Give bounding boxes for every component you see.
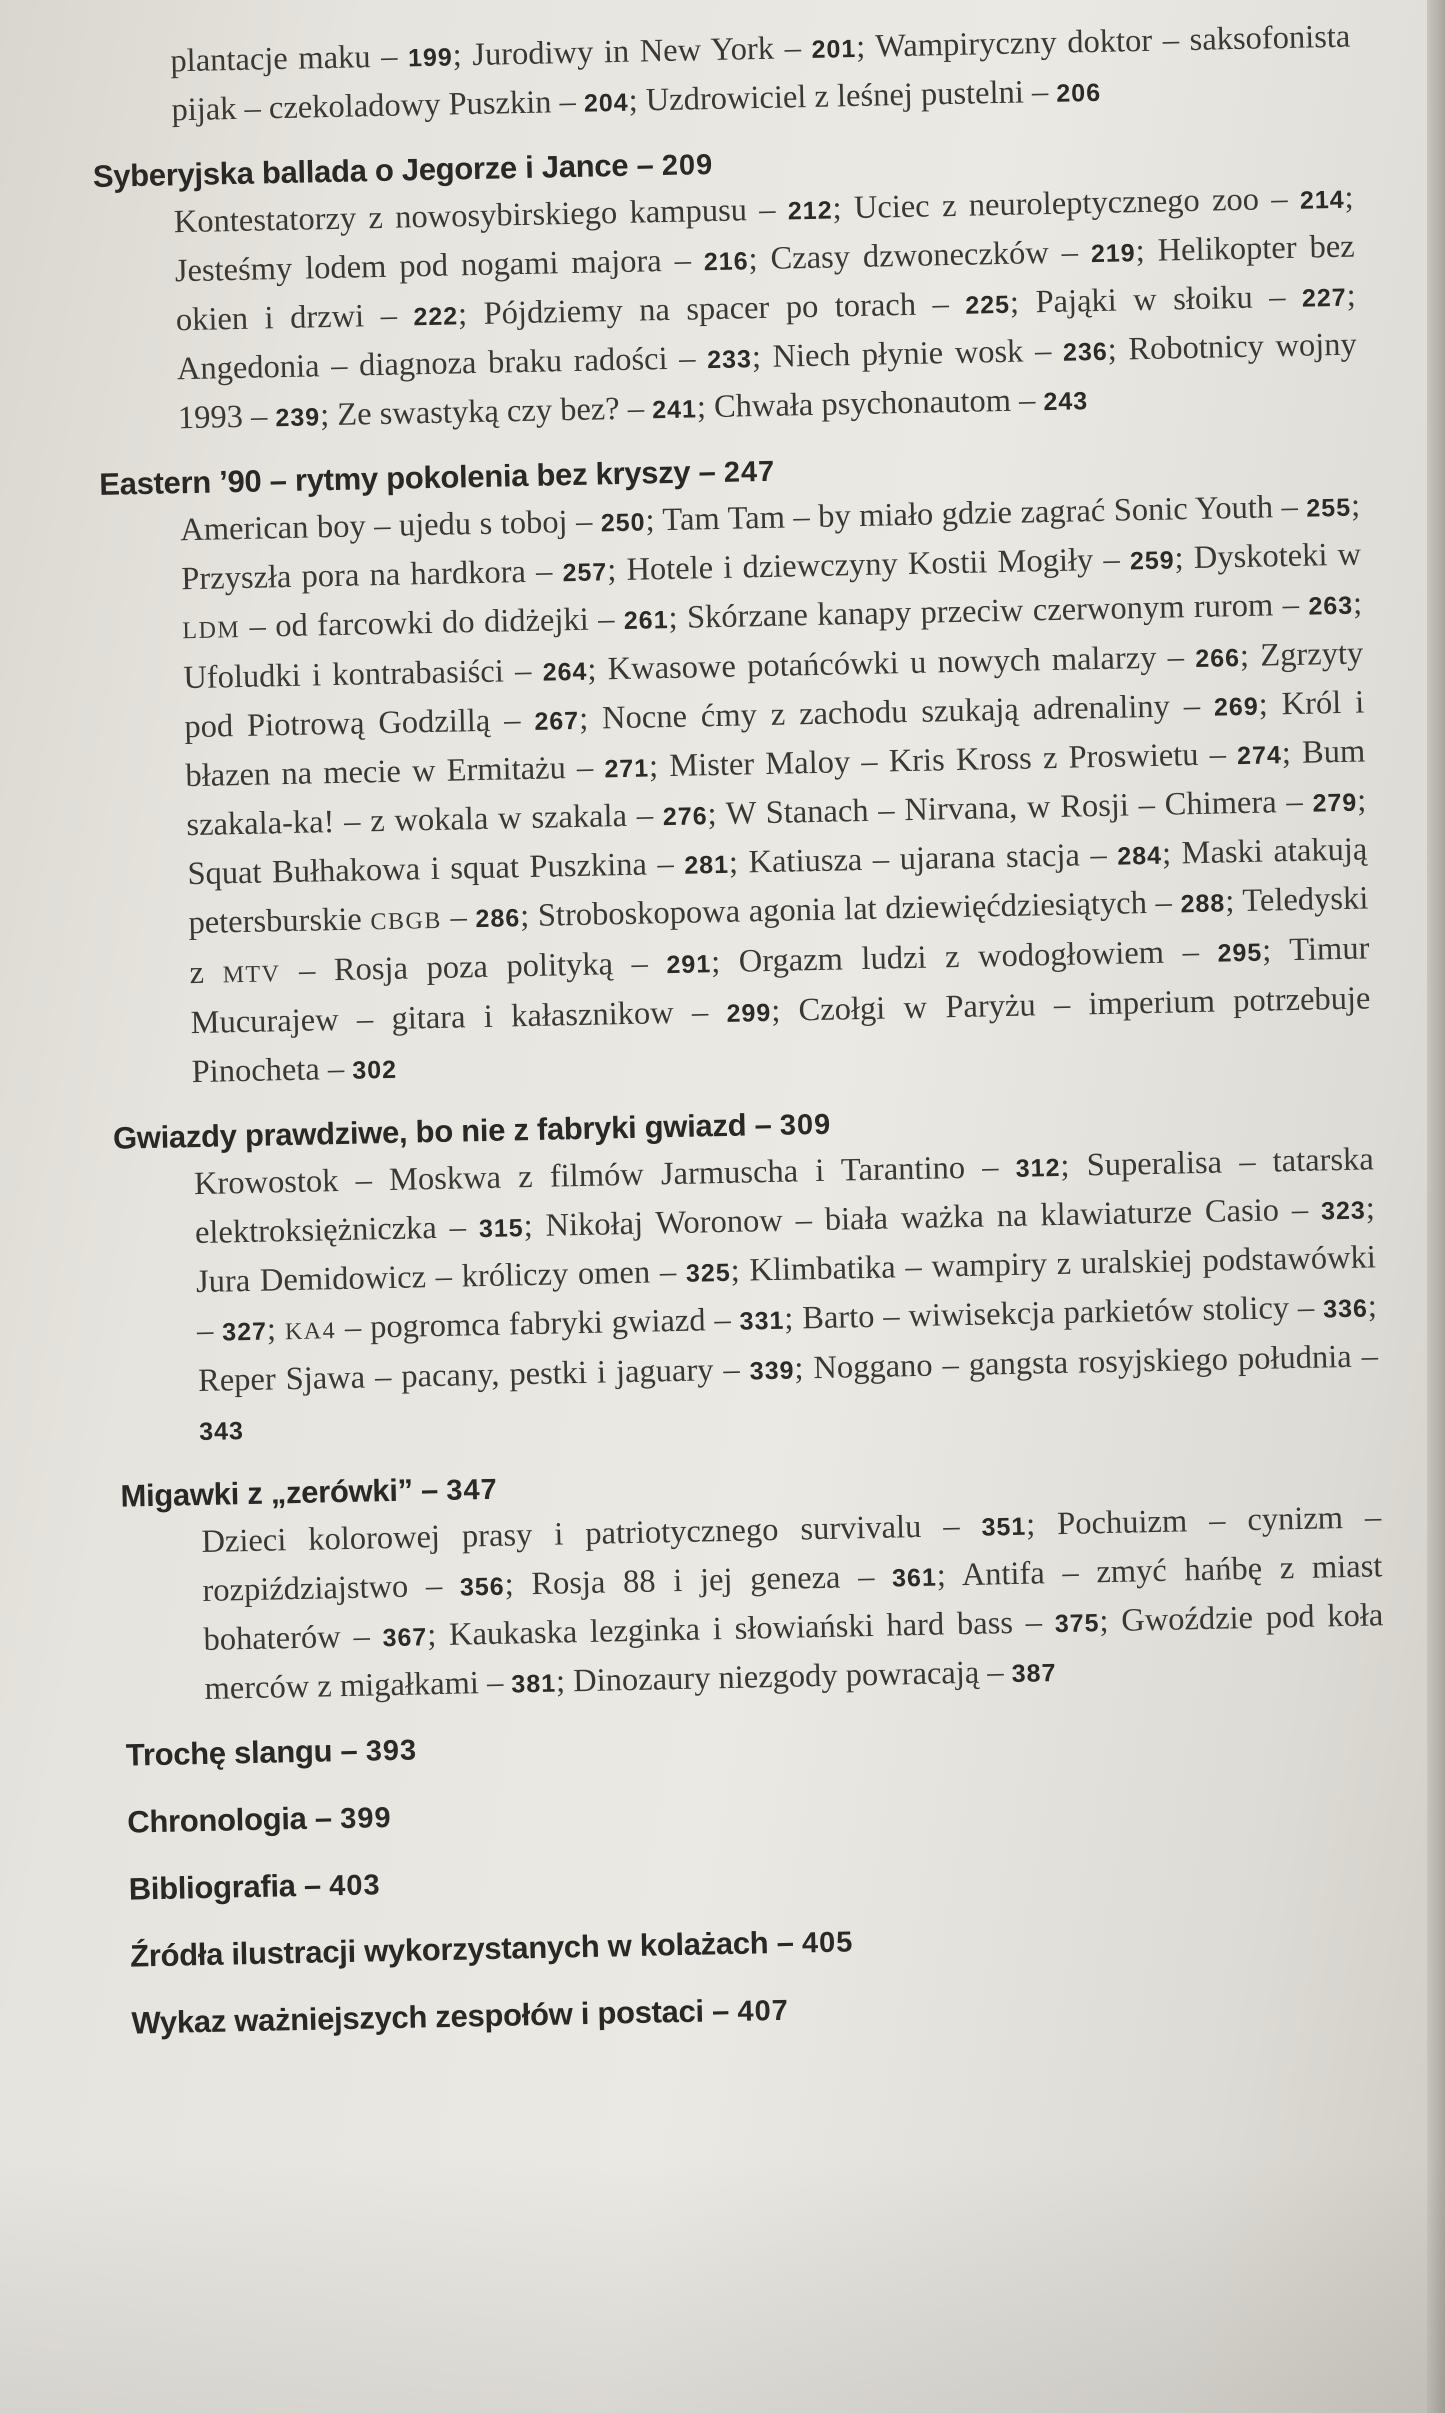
toc-entry: Dinozaury niezgody powracają – 387 — [572, 1654, 1057, 1700]
toc-section-title: Syberyjska ballada o Jegorze i Jance — [92, 147, 629, 194]
toc-entry-page: 206 — [1056, 78, 1102, 108]
toc-entry: plantacje maku – 199 — [170, 38, 454, 80]
toc-entry: Dyskoteki w LDM – od farcowki do didżejki – 261 — [182, 536, 1362, 645]
toc-section-title: Chronologia — [126, 1800, 307, 1840]
toc-entry-page: 233 — [706, 345, 753, 375]
toc-entry-title: Dinozaury niezgody powracają — [572, 1654, 980, 1700]
toc-entry-title: Chwała psychonautom — [713, 382, 1012, 426]
toc-entries: Kontestatorzy z nowosybirskiego kampusu – 212; Uciec z neuroleptycznego zoo – 214; Jesteśmy lodem pod nogami majora – 216; Czasy dzwoneczków – 219; Helikopter bez okien i drzwi – 222; Pójdziemy na spacer po torach – 225; Pająki w słoiku – 227; Angedonia – diagnoza braku radości – 233; Niech płynie wosk – 236; Robotnicy wojny 1993 – 239; Ze swastyką czy bez? – 241; Chwała psychonautom – 243 — [173, 179, 1358, 437]
toc-entry-page: 214 — [1299, 185, 1345, 215]
toc-entry: Timur Mucurajew – gitara i kałasznikow – 299 — [190, 930, 1370, 1042]
toc-entry: Teledyski z MTV – Rosja poza polityką – 291 — [189, 880, 1369, 992]
toc-entry: Dzieci kolorowej prasy i patriotycznego survivalu – 351 — [201, 1507, 1027, 1560]
toc-section-heading: Eastern ’90 – rytmy pokolenia bez kryszy – 247 — [98, 453, 776, 502]
toc-section — [127, 1773, 1388, 1846]
toc-entry-title: Pójdziemy na spacer po torach — [483, 286, 917, 332]
toc-entry-page: 312 — [1015, 1153, 1061, 1183]
toc-entry-page: 387 — [1011, 1659, 1057, 1689]
toc-section-heading: Migawki z „zerówki” – 347 — [120, 1471, 499, 1514]
toc-entry: Squat Bułhakowa i squat Puszkina – 281 — [187, 845, 730, 893]
toc-entry: Uciec z neuroleptycznego zoo – 214 — [853, 180, 1345, 227]
toc-entry-title: Hotele i dziewczyny Kostii Mogiły — [626, 542, 1094, 588]
toc-entry: Pająki w słoiku – 227 — [1035, 278, 1347, 321]
toc-entry-title: Nikołaj Woronow – biała ważka na klawiaturze Casio — [545, 1192, 1280, 1244]
toc-entry-page: 288 — [1180, 889, 1226, 919]
toc-entry: Hotele i dziewczyny Kostii Mogiły – 259 — [626, 541, 1175, 588]
toc-entry: Uzdrowiciel z leśnej pustelni – 206 — [645, 73, 1102, 119]
toc-entry-page: 351 — [981, 1512, 1027, 1542]
toc-entry: Stroboskopowa agonia lat dziewięćdziesiątych – 288 — [537, 884, 1226, 934]
toc-section-page: 309 — [779, 1108, 832, 1142]
toc-entry-title: Stroboskopowa agonia lat dziewięćdziesiątych — [537, 885, 1148, 934]
toc-entry: Kaukaska lezginka i słowiański hard bass – 375 — [448, 1604, 1100, 1653]
toc-entry-page: 271 — [604, 754, 650, 784]
toc-entry-title: Niech płynie wosk — [772, 333, 1024, 375]
toc-entry-page: 255 — [1306, 493, 1352, 523]
toc-entry-page: 315 — [478, 1214, 524, 1244]
toc-entry-title: W Stanach – Nirvana, w Rosji – Chimera — [725, 784, 1277, 832]
toc-entry-title: American boy – ujedu s toboj — [179, 504, 568, 549]
toc-entry-page: 236 — [1062, 337, 1109, 367]
toc-entry-page: 343 — [198, 1417, 245, 1447]
toc-entry: American boy – ujedu s toboj – 250 — [179, 503, 646, 549]
toc-entry: Przyszła pora na hardkora – 257 — [180, 553, 608, 598]
toc-section-title: Trochę slangu — [125, 1733, 333, 1773]
toc-section-heading: Gwiazdy prawdziwe, bo nie z fabryki gwiazd – 309 — [112, 1106, 832, 1156]
toc-section — [131, 1974, 1392, 2047]
toc-entry-page: 274 — [1236, 741, 1283, 771]
toc-entry-title: KA4 – pogromca fabryki gwiazd — [284, 1302, 706, 1347]
toc-entry: Noggano – gangsta rosyjskiego południa – 343 — [198, 1338, 1379, 1447]
toc-entry-title: Maski atakują petersburskie CBGB — [188, 831, 1368, 942]
toc-entry-page: 239 — [275, 403, 321, 433]
toc-entry: Robotnicy wojny 1993 – 239 — [177, 326, 1358, 437]
toc-section-title: Gwiazdy prawdziwe, bo nie z fabryki gwiazd — [112, 1107, 747, 1156]
toc-entry-page: 263 — [1308, 591, 1354, 621]
toc-entry-page: 243 — [1043, 387, 1089, 417]
toc-entry: Helikopter bez okien i drzwi – 222 — [175, 228, 1355, 339]
toc-entry-page: 259 — [1129, 546, 1175, 576]
toc-entry-page: 336 — [1322, 1294, 1369, 1324]
toc-entry: Jesteśmy lodem pod nogami majora – 216 — [174, 242, 749, 290]
toc-entry-title: Helikopter bez okien i drzwi — [175, 228, 1355, 339]
toc-entry-title: Squat Bułhakowa i squat Puszkina — [187, 846, 648, 893]
toc-entry: Orgazm ludzi z wodogłowiem – 295 — [738, 933, 1263, 980]
toc-entry-title: Jura Demidowicz – króliczy omen — [195, 1254, 651, 1301]
toc-entry: Barto – wiwisekcja parkietów stolicy – 336 — [801, 1289, 1369, 1337]
toc-entry: Jura Demidowicz – króliczy omen – 325 — [195, 1253, 731, 1301]
toc-entry-page: 227 — [1301, 283, 1347, 313]
toc-section — [130, 1907, 1391, 1980]
toc-entry-title: Rosja 88 i jej geneza — [530, 1559, 841, 1603]
toc-entry: Gwoździe pod koła merców z migałkami – 381 — [204, 1597, 1384, 1707]
toc-entry-page: 291 — [666, 950, 712, 980]
toc-entry-title: Angedonia – diagnoza braku radości — [176, 340, 668, 388]
toc-section-page: 403 — [328, 1869, 381, 1903]
toc-entries: American boy – ujedu s toboj – 250; Tam Tam – by miało gdzie zagrać Sonic Youth – 255; Przyszła pora na hardkora – 257; Hotele i dziewczyny Kostii Mogiły – 259; Dyskoteki w LDM – od farcowki do didżejki – 261; Skórzane kanapy przeciw czerwonym rurom – 263; Ufoludki i kontrabasiści – 264; Kwasowe potańcówki u nowych malarzy – 266; Zgrzyty pod Piotrową Godzillą – 267; Nocne ćmy z zachodu szukają adrenaliny – 269; Król i błazen na mecie w Ermitażu – 271; Mister Maloy – Kris Kross z Proswietu – 274; Bum szakala-ka! – z wokala w szakala – 276; W Stanach – Nirvana, w Rosji – Chimera – 279; Squat Bułhakowa i squat Puszkina – 281; Katiusza – ujarana stacja – 284; Maski atakują petersburskie CBGB – 286; Stroboskopowa agonia lat dziewięćdziesiątych – 288; Teledyski z MTV – Rosja poza polityką – 291; Orgazm ludzi z wodogłowiem – 295; Timur Mucurajew – gitara i kałasznikow – 299; Czołgi w Paryżu – imperium potrzebuje Pinocheta – 302 — [179, 487, 1371, 1091]
toc-entry-title: Katiusza – ujarana stacja — [748, 837, 1081, 881]
toc-section — [92, 128, 1358, 446]
toc-entry-title: Zgrzyty pod Piotrową Godzillą — [184, 635, 1364, 746]
toc-entry: Król i błazen na mecie w Ermitażu – 271 — [185, 684, 1365, 795]
toc-section — [99, 436, 1372, 1100]
toc-entry-page: 331 — [739, 1306, 785, 1336]
toc-entries: Krowostok – Moskwa z filmów Jarmuscha i Tarantino – 312; Superalisa – tatarska elektroksiężniczka – 315; Nikołaj Woronow – biała ważka na klawiaturze Casio – 323; Jura Demidowicz – króliczy omen – 325; Klimbatika – wampiry z uralskiej podstawówki – 327; KA4 – pogromca fabryki gwiazd – 331; Barto – wiwisekcja parkietów stolicy – 336; Reper Sjawa – pacany, pestki i jaguary – 339; Noggano – gangsta rosyjskiego południa – 343 — [193, 1141, 1379, 1447]
toc-entry: Ufoludki i kontrabasiści – 264 — [183, 652, 588, 697]
toc-entry-title: Dyskoteki w LDM – od farcowki do didżejki — [182, 536, 1362, 645]
toc-entry-title: Bum szakala-ka! – z wokala w szakala — [186, 733, 1366, 844]
toc-section-page: 347 — [446, 1473, 499, 1507]
toc-entry: Nocne ćmy z zachodu szukają adrenaliny – 269 — [601, 687, 1259, 737]
toc-entry-title: Skórzane kanapy przeciw czerwonym rurom — [686, 587, 1274, 636]
toc-entry-title: Gwoździe pod koła merców z migałkami — [204, 1597, 1384, 1707]
toc-entries: Dzieci kolorowej prasy i patriotycznego survivalu – 351; Pochuizm – cynizm – rozpiździajstwo – 356; Rosja 88 i jej geneza – 361; Antifa – zmyć hańbę z miast bohaterów – 367; Kaukaska lezginka i słowiański hard bass – 375; Gwoździe pod koła merców z migałkami – 381; Dinozaury niezgody powracają – 387 — [201, 1499, 1384, 1707]
toc-entry-title: plantacje maku — [170, 39, 371, 80]
toc-section-page: 247 — [723, 455, 776, 489]
toc-entry-title: Pająki w słoiku — [1035, 279, 1254, 321]
toc-section-heading: Wykaz ważniejszych zespołów i postaci – 407 — [131, 1992, 790, 2041]
toc-entry-page: 325 — [685, 1258, 731, 1288]
toc-section — [128, 1840, 1389, 1913]
toc-entry-title: Timur Mucurajew – gitara i kałasznikow — [190, 930, 1370, 1042]
toc-entry-title: Noggano – gangsta rosyjskiego południa — [813, 1338, 1352, 1387]
toc-section-page: 407 — [737, 1994, 790, 2028]
toc-entry-page: 302 — [352, 1055, 398, 1085]
toc-section-page: 209 — [661, 148, 714, 183]
toc-entry-title: Ze swastyką czy bez? — [336, 390, 621, 433]
toc-sections — [92, 128, 1391, 2048]
toc-entry: Czołgi w Paryżu – imperium potrzebuje Pinocheta – 302 — [191, 980, 1371, 1091]
toc-entry-title: Robotnicy wojny 1993 — [177, 326, 1358, 437]
toc-entry-page: 216 — [703, 247, 749, 277]
toc-entry-page: 381 — [511, 1669, 557, 1699]
toc-entry-title: Wampiryczny doktor – saksofonista pijak – czekoladowy Puszkin — [171, 18, 1351, 129]
toc-entry-title: Nocne ćmy z zachodu szukają adrenaliny — [601, 688, 1171, 737]
toc-section-heading: Źródła ilustracji wykorzystanych w kolażach – 405 — [129, 1924, 854, 1974]
toc-entry-title: Barto – wiwisekcja parkietów stolicy — [801, 1290, 1290, 1337]
toc-continuation — [90, 14, 1352, 138]
toc-entry-title: Dzieci kolorowej prasy i patriotycznego survivalu — [201, 1508, 922, 1560]
toc-section-title: Bibliografia — [128, 1868, 296, 1907]
toc-entry-page: 261 — [623, 606, 669, 635]
toc-section — [120, 1447, 1385, 1716]
toc-entry: Skórzane kanapy przeciw czerwonym rurom – 263 — [686, 586, 1354, 636]
toc-entry-title: Kaukaska lezginka i słowiański hard bass — [448, 1605, 1014, 1653]
toc-entry-page: 257 — [562, 558, 608, 588]
toc-entry: Superalisa – tatarska elektroksiężniczka – 315 — [194, 1141, 1375, 1252]
toc-entry-page: 375 — [1054, 1609, 1100, 1639]
toc-entry-title: Tam Tam – by miało gdzie zagrać Sonic Youth — [662, 489, 1274, 539]
toc-section-title: Źródła ilustracji wykorzystanych w kolażach — [129, 1925, 769, 1974]
toc-section-page: 393 — [365, 1734, 418, 1768]
toc-entry: Antifa – zmyć hańbę z miast bohaterów – 367 — [203, 1548, 1383, 1658]
toc-section-heading: Chronologia – 399 — [126, 1800, 392, 1840]
toc-entry: Katiusza – ujarana stacja – 284 — [748, 836, 1163, 881]
toc-entry: KA4 – pogromca fabryki gwiazd – 331 — [284, 1301, 785, 1347]
toc-entry: Reper Sjawa – pacany, pestki i jaguary – 339 — [197, 1351, 795, 1400]
toc-entry-title: Czasy dzwoneczków — [770, 234, 1050, 277]
toc-entry-page: 361 — [891, 1563, 938, 1593]
toc-entry-page: 281 — [683, 850, 730, 880]
toc-entry: Klimbatika – wampiry z uralskiej podstawówki – 327 — [196, 1239, 1377, 1350]
toc-entry-title: Superalisa – tatarska elektroksiężniczka — [194, 1141, 1375, 1252]
toc-section-heading: Bibliografia – 403 — [128, 1867, 381, 1907]
toc-entry: Jurodiwy in New York – 201 — [471, 29, 857, 73]
page-gutter-shadow — [1427, 0, 1445, 2413]
toc-entry-title: Jesteśmy lodem pod nogami majora — [174, 243, 663, 290]
toc-entry-title: Jurodiwy in New York — [471, 30, 775, 73]
toc-entry-page: 201 — [811, 34, 857, 64]
toc-entry-page: 299 — [726, 998, 772, 1028]
toc-entry: Kontestatorzy z nowosybirskiego kampusu – 212 — [173, 191, 833, 241]
page-shadow — [0, 2153, 1445, 2413]
toc-entry: Krowostok – Moskwa z filmów Jarmuscha i Tarantino – 312 — [193, 1148, 1061, 1203]
toc-entry-page: 267 — [534, 706, 580, 736]
toc-entry: Rosja 88 i jej geneza – 361 — [530, 1558, 938, 1603]
toc-entry-page: 356 — [459, 1572, 505, 1602]
toc-entry: Kwasowe potańcówki u nowych malarzy – 266 — [607, 638, 1241, 688]
toc-entry-title: Antifa – zmyć hańbę z miast bohaterów — [203, 1548, 1383, 1658]
toc-entry: Angedonia – diagnoza braku radości – 233 — [176, 340, 753, 388]
toc-entry-page: 367 — [382, 1623, 428, 1653]
toc-section-heading: Syberyjska ballada o Jegorze i Jance – 209 — [92, 147, 714, 194]
toc-section-page: 399 — [339, 1802, 392, 1836]
toc-entry: Maski atakują petersburskie CBGB – 286 — [188, 831, 1368, 942]
toc-entry-page: 222 — [413, 302, 459, 332]
toc-entry: Tam Tam – by miało gdzie zagrać Sonic Youth – 255 — [662, 488, 1352, 539]
toc-entry-title: Król i błazen na mecie w Ermitażu — [185, 684, 1365, 795]
toc-entry: Zgrzyty pod Piotrową Godzillą – 267 — [184, 635, 1364, 746]
toc-entry-page: 284 — [1117, 841, 1163, 871]
toc-entry: Mister Maloy – Kris Kross z Proswietu – 274 — [668, 736, 1283, 785]
toc-entry-page: 199 — [407, 43, 454, 73]
toc-section-heading: Trochę slangu – 393 — [125, 1732, 418, 1773]
toc-entry-title: Mister Maloy – Kris Kross z Proswietu — [668, 736, 1199, 785]
toc-entry: Czasy dzwoneczków – 219 — [770, 234, 1136, 277]
toc-entry-page: 295 — [1217, 938, 1263, 968]
toc-entry-title: Czołgi w Paryżu – imperium potrzebuje Pinocheta — [191, 980, 1371, 1091]
toc-entries: plantacje maku – 199; Jurodiwy in New York – 201; Wampiryczny doktor – saksofonista pijak – czekoladowy Puszkin – 204; Uzdrowiciel z leśnej pustelni – 206 — [170, 18, 1351, 129]
toc-entry: Wampiryczny doktor – saksofonista pijak – czekoladowy Puszkin – 204 — [171, 18, 1351, 129]
toc-entry: Bum szakala-ka! – z wokala w szakala – 276 — [186, 733, 1366, 844]
toc-entry-page: 286 — [475, 904, 521, 934]
toc-entry-title: Kontestatorzy z nowosybirskiego kampusu — [173, 192, 748, 241]
toc-section-title: Wykaz ważniejszych zespołów i postaci — [131, 1993, 705, 2041]
toc-entry: Pochuizm – cynizm – rozpiździajstwo – 356 — [202, 1499, 1382, 1609]
toc-entry-page: 339 — [749, 1356, 795, 1386]
toc-entry: W Stanach – Nirvana, w Rosji – Chimera – 279 — [725, 783, 1358, 832]
toc-entry-title: Klimbatika – wampiry z uralskiej podstawówki — [749, 1239, 1377, 1289]
toc-entry-page: 276 — [662, 802, 708, 832]
toc-entry-title: Uzdrowiciel z leśnej pustelni — [645, 74, 1025, 119]
toc-entry: Pójdziemy na spacer po torach – 225 — [483, 285, 1011, 332]
toc-entry-page: 219 — [1090, 239, 1136, 269]
toc-section-title: Eastern ’90 – rytmy pokolenia bez kryszy — [98, 454, 691, 502]
toc-entry-page: 269 — [1213, 692, 1259, 722]
toc-section-title: Migawki z „zerówki” — [120, 1472, 414, 1514]
toc-entry-title: Orgazm ludzi z wodogłowiem — [738, 934, 1165, 980]
toc-entry-page: 225 — [964, 290, 1011, 320]
toc-entry: Ze swastyką czy bez? – 241 — [336, 390, 698, 433]
toc-entry-page: 323 — [1320, 1196, 1367, 1226]
toc-entry-page: 250 — [600, 508, 646, 538]
toc-entry-title: Teledyski z MTV – Rosja poza polityką — [189, 880, 1369, 992]
toc-entry-page: 212 — [787, 196, 833, 226]
toc-entry-page: 279 — [1312, 788, 1358, 818]
toc-entry: Chwała psychonautom – 243 — [713, 382, 1089, 426]
toc-entry-title: Krowostok – Moskwa z filmów Jarmuscha i Tarantino — [193, 1149, 966, 1203]
toc-entry-title: Ufoludki i kontrabasiści — [183, 653, 505, 697]
toc-entry-page: 327 — [221, 1317, 268, 1347]
toc-entry: Niech płynie wosk – 236 — [772, 332, 1109, 375]
toc-entry: Nikołaj Woronow – biała ważka na klawiaturze Casio – 323 — [545, 1191, 1367, 1244]
toc-entry-page: 241 — [651, 395, 698, 425]
toc-entry-page: 266 — [1194, 644, 1241, 673]
toc-entry-title: Pochuizm – cynizm – rozpiździajstwo — [202, 1499, 1382, 1609]
toc-entry-title: Reper Sjawa – pacany, pestki i jaguary — [197, 1352, 714, 1400]
toc-entry-title: Przyszła pora na hardkora — [180, 553, 527, 598]
table-of-contents — [90, 14, 1392, 2068]
toc-entry-title: Uciec z neuroleptycznego zoo — [853, 181, 1260, 227]
toc-section-page: 405 — [801, 1926, 854, 1960]
toc-section — [125, 1706, 1386, 1779]
toc-section — [113, 1089, 1380, 1457]
toc-entry-page: 204 — [583, 88, 629, 118]
toc-entry-title: Kwasowe potańcówki u nowych malarzy — [607, 639, 1157, 688]
toc-entry-page: 264 — [542, 657, 588, 687]
